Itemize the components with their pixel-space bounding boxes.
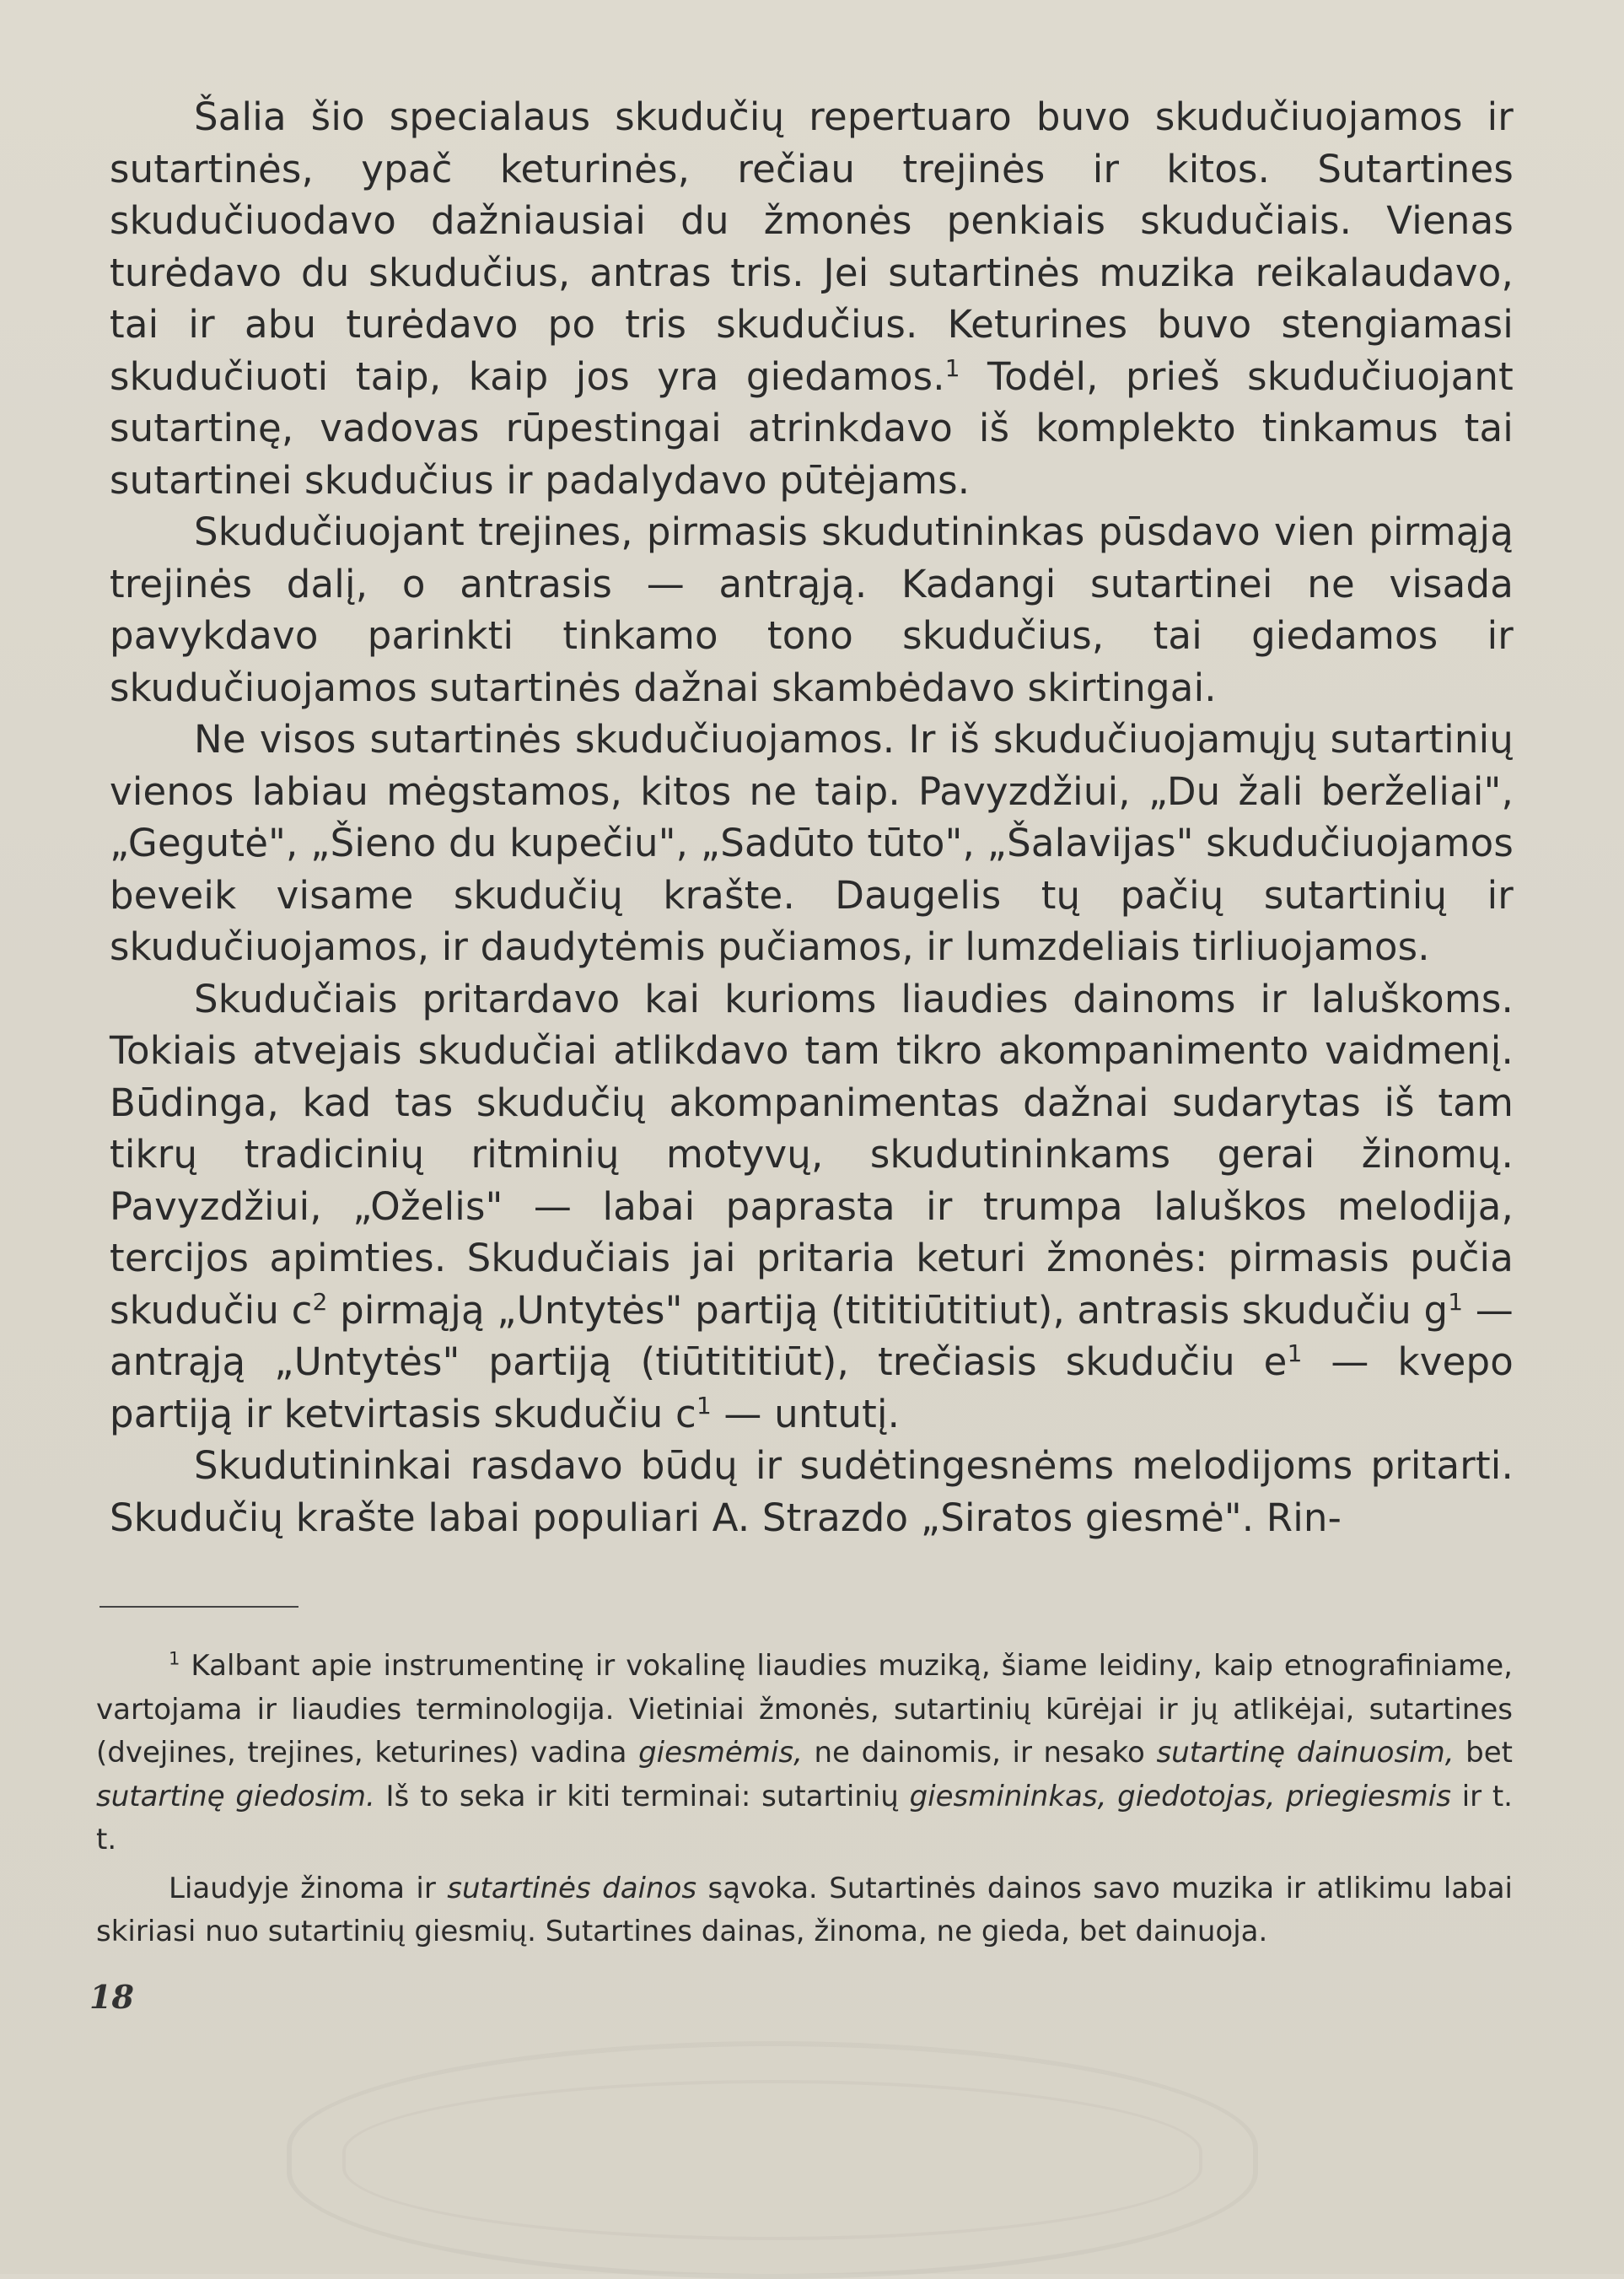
paragraph-1-continuation: Todėl, prieš skudučiuojant sutartinę, vadovas rūpestingai atrinkdavo iš komplekto tinkamus tai sutartinei skudučius ir padalydavo pūtėjams. xyxy=(110,353,1514,503)
paragraph-4-part-3: — antrąją „Untytės" partiją (tiūtititiūt), trečiasis skudučiu e xyxy=(110,1287,1514,1384)
footnote-text: ne dainomis, ir nesako xyxy=(802,1736,1157,1770)
footnote-text: Liaudyje žinoma ir xyxy=(169,1871,448,1905)
footnote-reference: 1 xyxy=(944,353,960,382)
paragraph-1-text: Šalia šio specialaus skudučių repertuaro buvo skudučiuojamos ir sutartinės, ypač keturinės, rečiau trejinės ir kitos. Sutartines skudučiuodavo dažniausiai du žmonės penkiais skudučiais. Vienas turėdavo du skudučius, antras tris. Jei sutartinės muzika reikalaudavo, tai ir abu turėdavo po tris skudučius. Keturines buvo stengiamasi skudučiuoti taip, kaip jos yra giedamos. xyxy=(110,94,1514,399)
footnotes xyxy=(96,1645,1513,1954)
footnote-text: Iš to seka ir kiti terminai: sutartinių xyxy=(374,1779,910,1813)
footnote-number: 1 xyxy=(169,1647,180,1669)
paragraph-4-part-2: pirmąją „Untytės" partiją (tititiūtitiut), antrasis skudučiu g xyxy=(327,1287,1449,1333)
paragraph-4-part-5: — untutį. xyxy=(711,1391,901,1436)
paragraph-4-part-4: — kvepo partiją ir ketvirtasis skudučiu c xyxy=(110,1339,1514,1436)
footnote-text: sąvoka. Sutartinės dainos savo muzika ir atlikimu labai skiriasi nuo sutartinių giesmių. Sutartines dainas, žinoma, ne gieda, bet dainuoja. xyxy=(96,1871,1513,1948)
paragraph-2: Skudučiuojant trejines, pirmasis skudutininkas pūsdavo vien pirmąją trejinės dalį, o antrasis — antrąją. Kadangi sutartinei ne visada pavykdavo parinkti tinkamo tono skudučius, tai giedamos ir skudučiuojamos sutartinės dažnai skambėdavo skirtingai. xyxy=(110,509,1514,710)
footnote-text: bet xyxy=(1454,1736,1514,1770)
footnote-divider xyxy=(99,1606,298,1608)
paragraph-3: Ne visos sutartinės skudučiuojamos. Ir iš skudučiuojamųjų sutartinių vienos labiau mėgstamos, kitos ne taip. Pavyzdžiui, „Du žali berželiai", „Gegutė", „Šieno du kupečiu", „Sadūto tūto", „Šalavijas" skudučiuojamos beveik visame skudučių krašte. Daugelis tų pačių sutartinių ir skudučiuojamos, ir daudytėmis pučiamos, ir lumzdeliais tirliuojamos. xyxy=(110,717,1514,969)
page-number: 18 xyxy=(89,1978,134,2016)
footnote-2 xyxy=(96,1867,1513,1954)
footnote-italic-term: giesmininkas, giedotojas, priegiesmis xyxy=(909,1779,1451,1813)
superscript-c1: 1 xyxy=(696,1391,712,1420)
footnote-1 xyxy=(96,1645,1513,1862)
paragraph-4-text: Skudučiais pritardavo kai kurioms liaudies dainoms ir laluškoms. Tokiais atvejais skudučiai atlikdavo tam tikro akompanimento vaidmenį. Būdinga, kad tas skudučių akompanimentas dažnai sudarytas iš tam tikrų tradicinių ritminių motyvų, skudutininkams gerai žinomų. Pavyzdžiui, „Oželis" — labai paprasta ir trumpa laluškos melodija, tercijos apimties. Skudučiais jai pritaria keturi žmonės: pirmasis pučia skudučiu c xyxy=(110,976,1514,1333)
main-text xyxy=(110,91,1514,1544)
superscript-e1: 1 xyxy=(1287,1339,1303,1367)
footnote-italic-term: giesmėmis, xyxy=(638,1736,803,1770)
footnote-italic-term: sutartinės dainos xyxy=(447,1871,697,1905)
superscript-g1: 1 xyxy=(1448,1287,1464,1316)
library-stamp-faint xyxy=(287,2041,1258,2279)
footnote-text: ir t. t. xyxy=(96,1779,1513,1856)
footnote-italic-term: sutartinę giedosim. xyxy=(96,1779,375,1813)
paragraph-4 xyxy=(110,973,1514,1441)
paragraph-5: Skudutininkai rasdavo būdų ir sudėtingesnėms melodijoms pritarti. Skudučių krašte labai populiari A. Strazdo „Siratos giesmė". Rin- xyxy=(110,1443,1514,1540)
paragraph-1 xyxy=(110,91,1514,506)
library-stamp-inner-ring xyxy=(342,2080,1202,2240)
footnote-text: Kalbant apie instrumentinę ir vokalinę liaudies muziką, šiame leidiny, kaip etnografiniame, vartojama ir liaudies terminologija. Vietiniai žmonės, sutartinių kūrėjai ir jų atlikėjai, sutartines (dvejines, trejines, keturines) vadina xyxy=(96,1649,1513,1770)
footnote-italic-term: sutartinę dainuosim, xyxy=(1156,1736,1455,1770)
superscript-c2: 2 xyxy=(312,1287,328,1316)
